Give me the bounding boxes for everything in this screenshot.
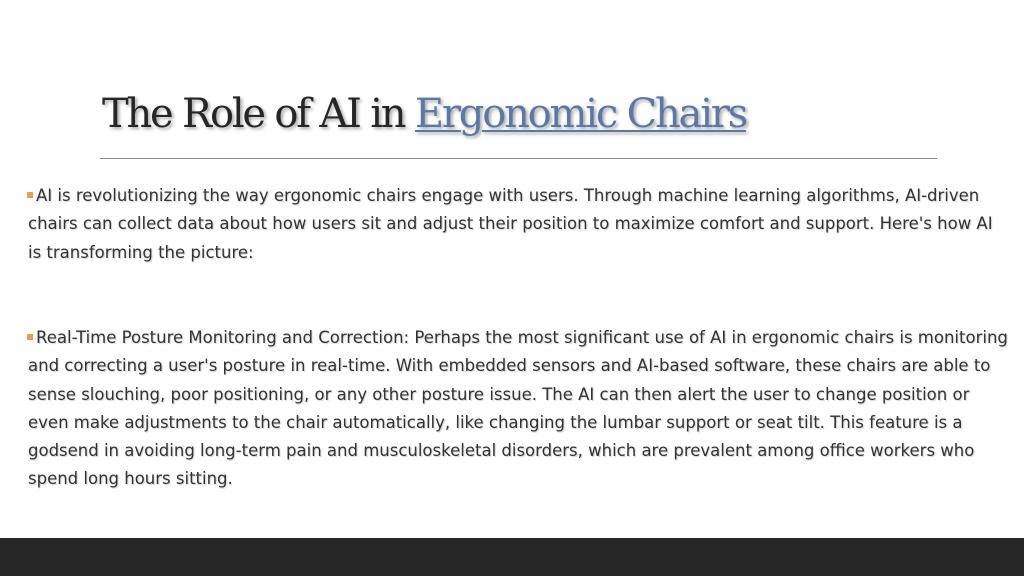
title-divider <box>100 158 937 159</box>
footer-bar <box>0 538 1024 576</box>
bullet-text-1 <box>18 182 1008 267</box>
bullet-marker-icon <box>27 192 33 198</box>
bullet-item <box>18 324 1008 494</box>
bullet-text-2 <box>18 324 1008 494</box>
bullet-text-content: Real-Time Posture Monitoring and Correction: Perhaps the most significant use of AI in ergonomic chairs is monitoring and correcting a user's posture in real-time. With embedded sensors and AI-based software, these chairs are able to sense slouching, poor positioning, or any other posture issue. The AI can then alert the user to change position or even make adjustments to the chair automatically, like changing the lumbar support or seat tilt. This feature is a godsend in avoiding long-term pain and musculoskeletal disorders, which are prevalent among office workers who spend long hours sitting. <box>28 328 1008 489</box>
title-link[interactable]: Ergonomic Chairs <box>414 91 747 137</box>
bullet-item <box>18 182 1008 267</box>
bullet-text-content: AI is revolutionizing the way ergonomic chairs engage with users. Through machine learning algorithms, AI-driven chairs can collect data about how users sit and adjust their position to maximize comfort and support. Here's how AI is transforming the picture: <box>28 186 993 262</box>
slide-title <box>102 84 746 144</box>
bullet-marker-icon <box>27 334 33 340</box>
title-prefix: The Role of AI in <box>102 91 415 137</box>
